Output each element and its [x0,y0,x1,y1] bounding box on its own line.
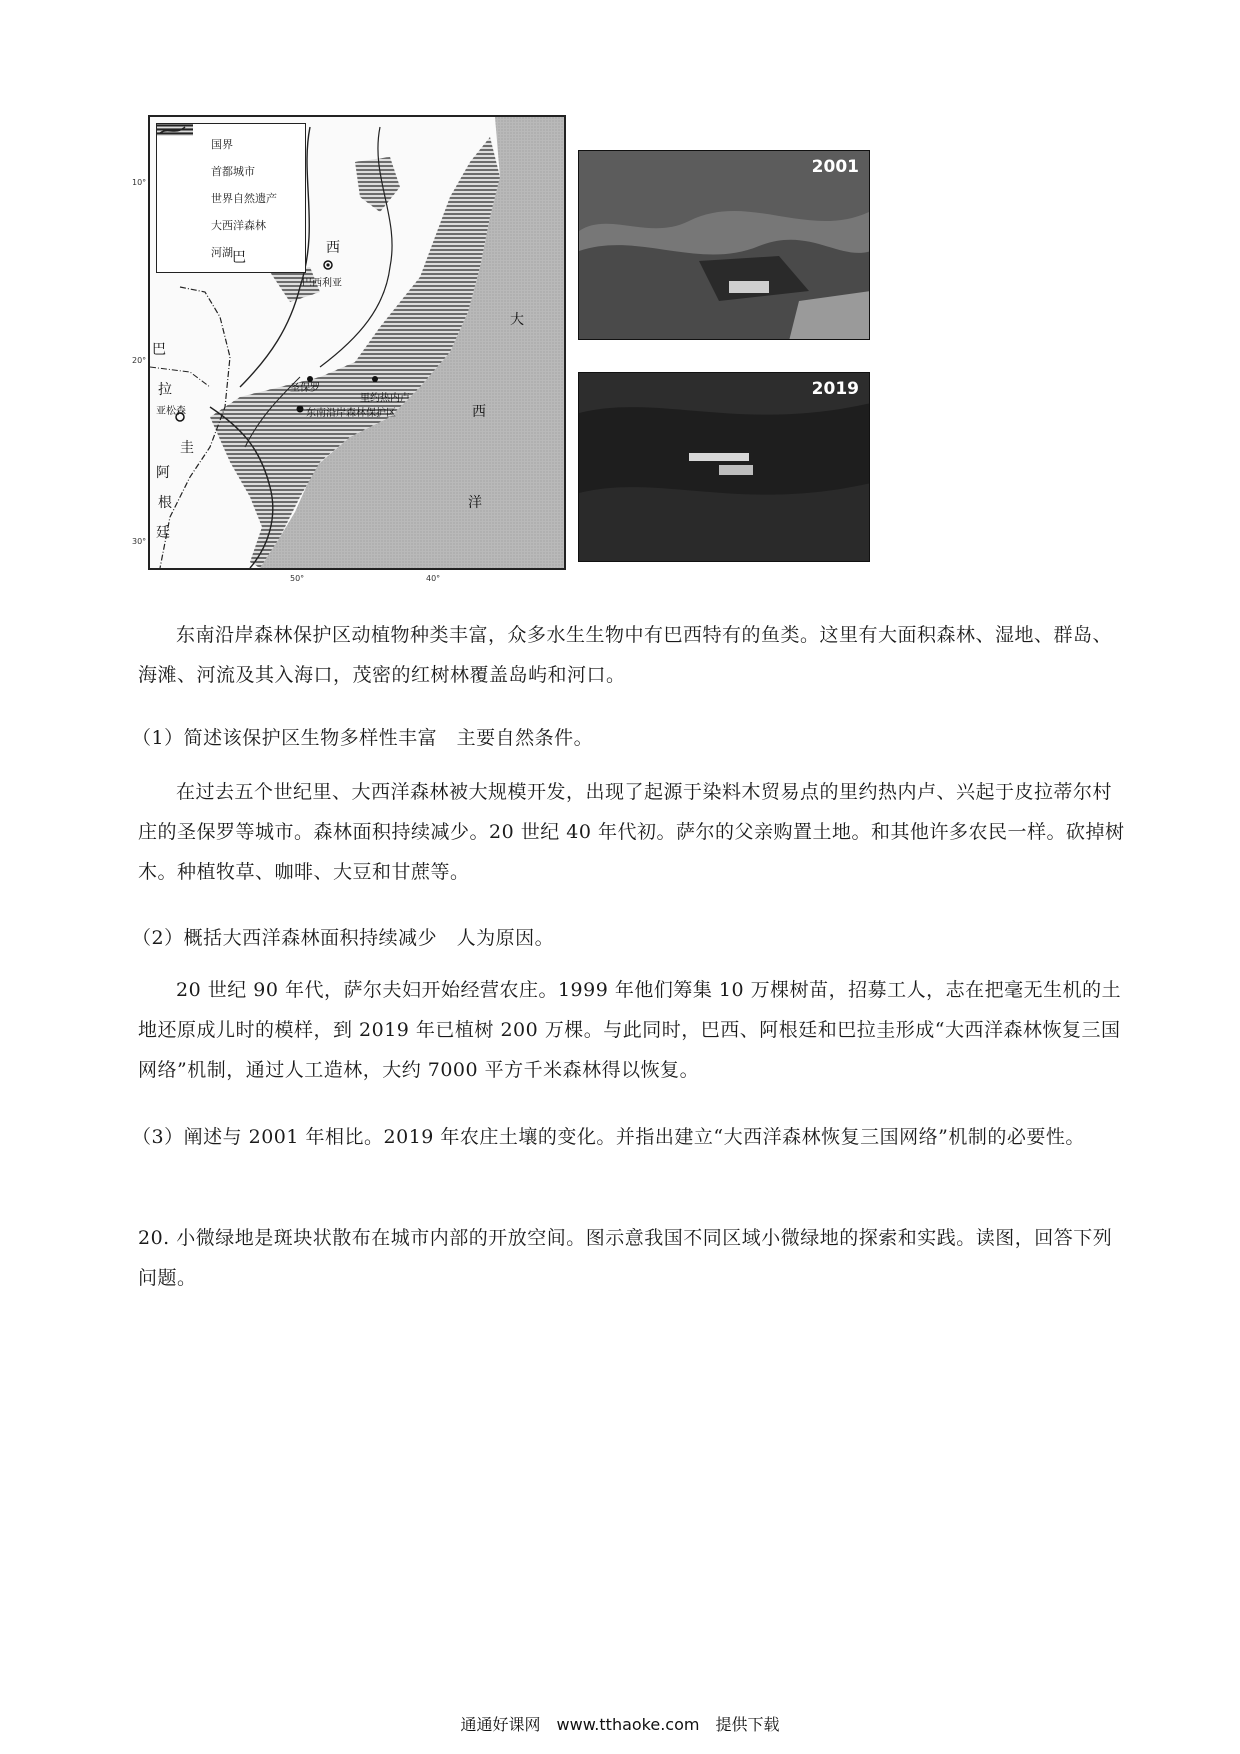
map-label-rio: 里约热内卢 [360,393,410,404]
tick-lat20: 20° [132,356,147,365]
map-label-ba: 巴 [232,250,246,266]
map-label-xi: 西 [326,240,340,256]
heritage-marker [297,406,304,413]
paragraph-restoration: 20 世纪 90 年代，萨尔夫妇开始经营农庄。1999 年他们筹集 10 万棵树苗，招募工人，志在把毫无生机的土地还原成儿时的模样，到 2019 年已植树 200 万棵。与此同时，巴西、阿根廷和巴拉圭形成“大西洋森林恢复三国网络”机制，通过人工造林，大约 7000 平方千米森林得以恢复。 [138,979,1122,1081]
photo-year-label: 2019 [811,379,859,399]
legend-item [163,184,299,211]
city-marker [372,376,378,382]
legend-label: 世界自然遗产 [211,191,277,205]
legend-item [163,238,299,265]
map-label-ba2: 巴 [152,342,166,358]
map-label-a: 阿 [156,465,170,481]
legend-label: 大西洋森林 [211,218,266,232]
map-label-da: 大 [510,312,524,328]
legend-item [163,157,299,184]
map-label-la: 拉 [158,382,172,398]
legend-item [163,211,299,238]
map-label-ting: 廷 [156,525,170,541]
tick-lat30: 30° [132,537,147,546]
question-1: （1）简述该保护区生物多样性丰富 主要自然条件。 [132,727,594,749]
forest-hatch-icon [163,218,203,232]
map-label-gui: 圭 [180,440,194,456]
forest-patch [355,157,400,212]
paragraph-reserve-intro: 东南沿岸森林保护区动植物种类丰富，众多水生生物中有巴西特有的鱼类。这里有大面积森林、湿地、群岛、海滩、河流及其入海口，茂密的红树林覆盖岛屿和河口。 [138,624,1113,686]
atlantic-forest-map [148,115,566,570]
map-label-reserve: 东南沿岸森林保护区 [306,408,396,419]
legend-label: 国界 [211,137,233,151]
legend-label: 首都城市 [211,164,255,178]
photo-year-label: 2001 [811,157,859,177]
photo-2001-image [579,151,870,340]
map-label-xi2: 西 [472,404,486,420]
photo-2019 [578,372,870,562]
map-label-saopaulo: 圣保罗 [290,383,320,394]
photo-2001 [578,150,870,340]
page-footer: 通通好课网 www.tthaoke.com 提供下载 [460,1715,780,1734]
tick-lat10: 10° [132,178,147,187]
question-2: （2）概括大西洋森林面积持续减少 人为原因。 [132,927,555,949]
heritage-icon [163,191,203,205]
paragraph-forest-history: 在过去五个世纪里、大西洋森林被大规模开发，出现了起源于染料木贸易点的里约热内卢、兴起于皮拉蒂尔村庄的圣保罗等城市。森林面积持续减少。20 世纪 40 年代初。萨尔的父亲购置土地。和其他许多农民一样。砍掉树木。种植牧草、咖啡、大豆和甘蔗等。 [138,781,1125,883]
river-icon [163,245,203,259]
capital-icon [163,164,203,178]
border-icon [163,137,203,151]
map-label-yasongsen: 亚松森 [156,406,186,417]
tick-lon40: 40° [426,574,441,583]
map-label-yang: 洋 [468,495,482,511]
legend-label: 河湖 [211,245,233,259]
photo-2019-image [579,373,870,562]
map-label-brasilia: 巴西利亚 [302,278,342,289]
map-legend [156,123,306,273]
map-label-gen: 根 [158,495,172,511]
question-3: （3）阐述与 2001 年相比。2019 年农庄土壤的变化。并指出建立“大西洋森林恢复三国网络”机制的必要性。 [132,1126,1085,1148]
tick-lon50: 50° [290,574,305,583]
question-20: 20. 小微绿地是斑块状散布在城市内部的开放空间。图示意我国不同区域小微绿地的探索和实践。读图，回答下列问题。 [138,1227,1113,1289]
